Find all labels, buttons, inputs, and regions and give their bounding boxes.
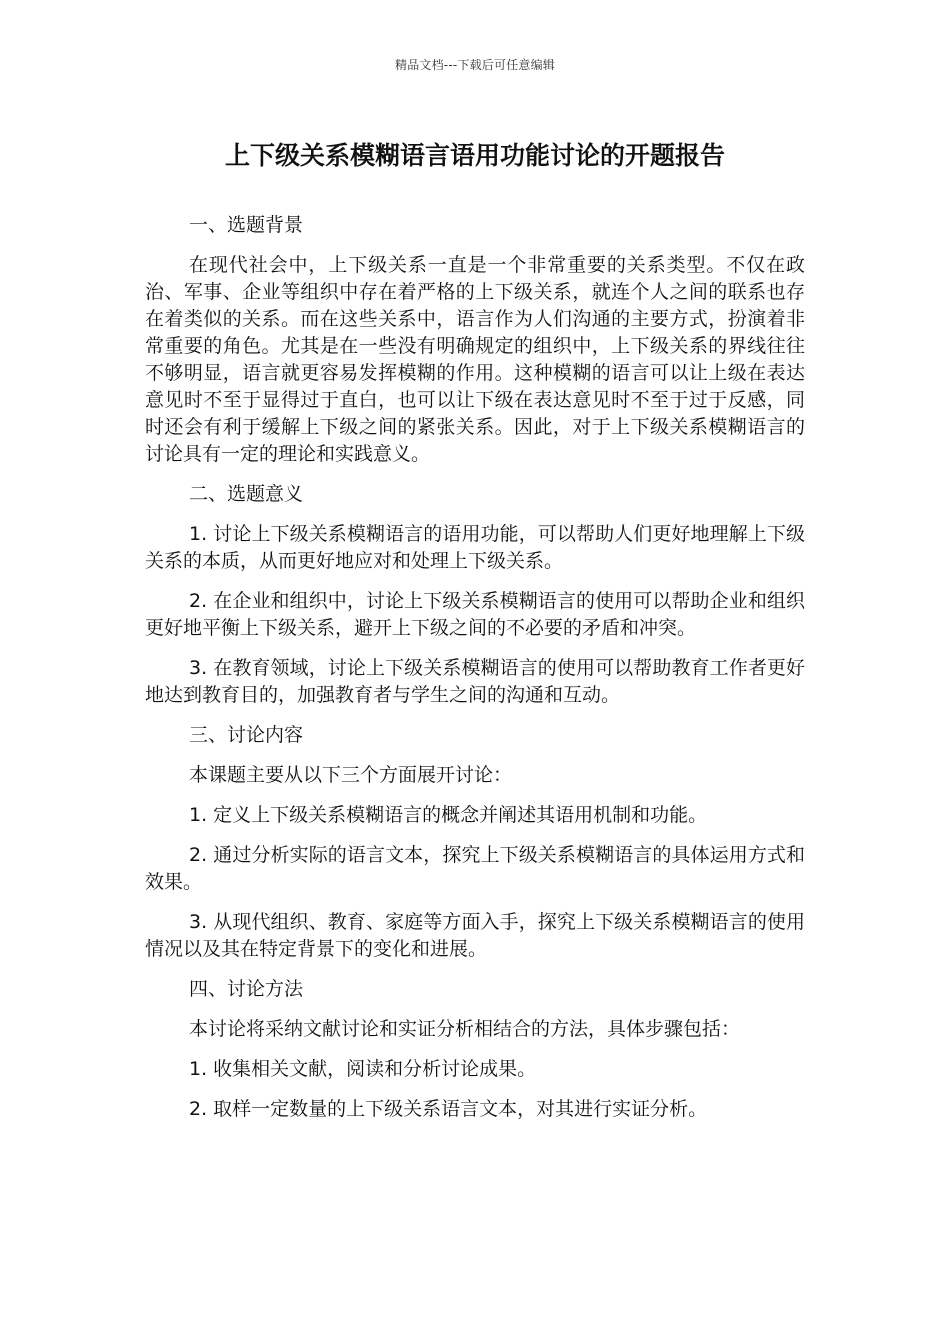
section-heading-content: 三、讨论内容 — [189, 724, 304, 746]
list-item-significance-3: 3. 在教育领域，讨论上下级关系模糊语言的使用可以帮助教育工作者更好地达到教育目的，加强教育者与学生之间的沟通和互动。 — [145, 657, 805, 706]
paragraph-method-intro: 本讨论将采纳文献讨论和实证分析相结合的方法，具体步骤包括： — [189, 1018, 741, 1040]
section-heading-significance: 二、选题意义 — [189, 483, 304, 505]
section-heading-background: 一、选题背景 — [189, 214, 304, 236]
paragraph-content-intro: 本课题主要从以下三个方面展开讨论： — [189, 764, 513, 786]
list-item-content-1: 1. 定义上下级关系模糊语言的概念并阐述其语用机制和功能。 — [189, 804, 708, 826]
list-item-significance-1: 1. 讨论上下级关系模糊语言的语用功能，可以帮助人们更好地理解上下级关系的本质，从而更好地应对和处理上下级关系。 — [145, 523, 805, 572]
list-item-method-2: 2. 取样一定数量的上下级关系语言文本，对其进行实证分析。 — [189, 1098, 708, 1120]
list-item-content-3: 3. 从现代组织、教育、家庭等方面入手，探究上下级关系模糊语言的使用情况以及其在特定背景下的变化和进展。 — [145, 911, 805, 960]
list-item-significance-2: 2. 在企业和组织中，讨论上下级关系模糊语言的使用可以帮助企业和组织更好地平衡上下级关系，避开上下级之间的不必要的矛盾和冲突。 — [145, 590, 805, 639]
document-body — [145, 212, 805, 1136]
list-item-method-1: 1. 收集相关文献，阅读和分析讨论成果。 — [189, 1058, 537, 1080]
list-item-content-2: 2. 通过分析实际的语言文本，探究上下级关系模糊语言的具体运用方式和效果。 — [145, 844, 805, 893]
page-header: 精品文档---下载后可任意编辑 — [395, 58, 555, 72]
section-heading-method: 四、讨论方法 — [189, 978, 304, 1000]
paragraph-background: 在现代社会中，上下级关系一直是一个非常重要的关系类型。不仅在政治、军事、企业等组织中存在着严格的上下级关系，就连个人之间的联系也存在着类似的关系。而在这些关系中，语言作为人们沟通的主要方式，扮演着非常重要的角色。尤其是在一些没有明确规定的组织中，上下级关系的界线往往不够明显，语言就更容易发挥模糊的作用。这种模糊的语言可以让上级在表达意见时不至于显得过于直白，也可以让下级在表达意见时不至于过于反感，同时还会有利于缓解上下级之间的紧张关系。因此，对于上下级关系模糊语言的讨论具有一定的理论和实践意义。 — [145, 254, 805, 465]
document-title: 上下级关系模糊语言语用功能讨论的开题报告 — [224, 141, 725, 170]
